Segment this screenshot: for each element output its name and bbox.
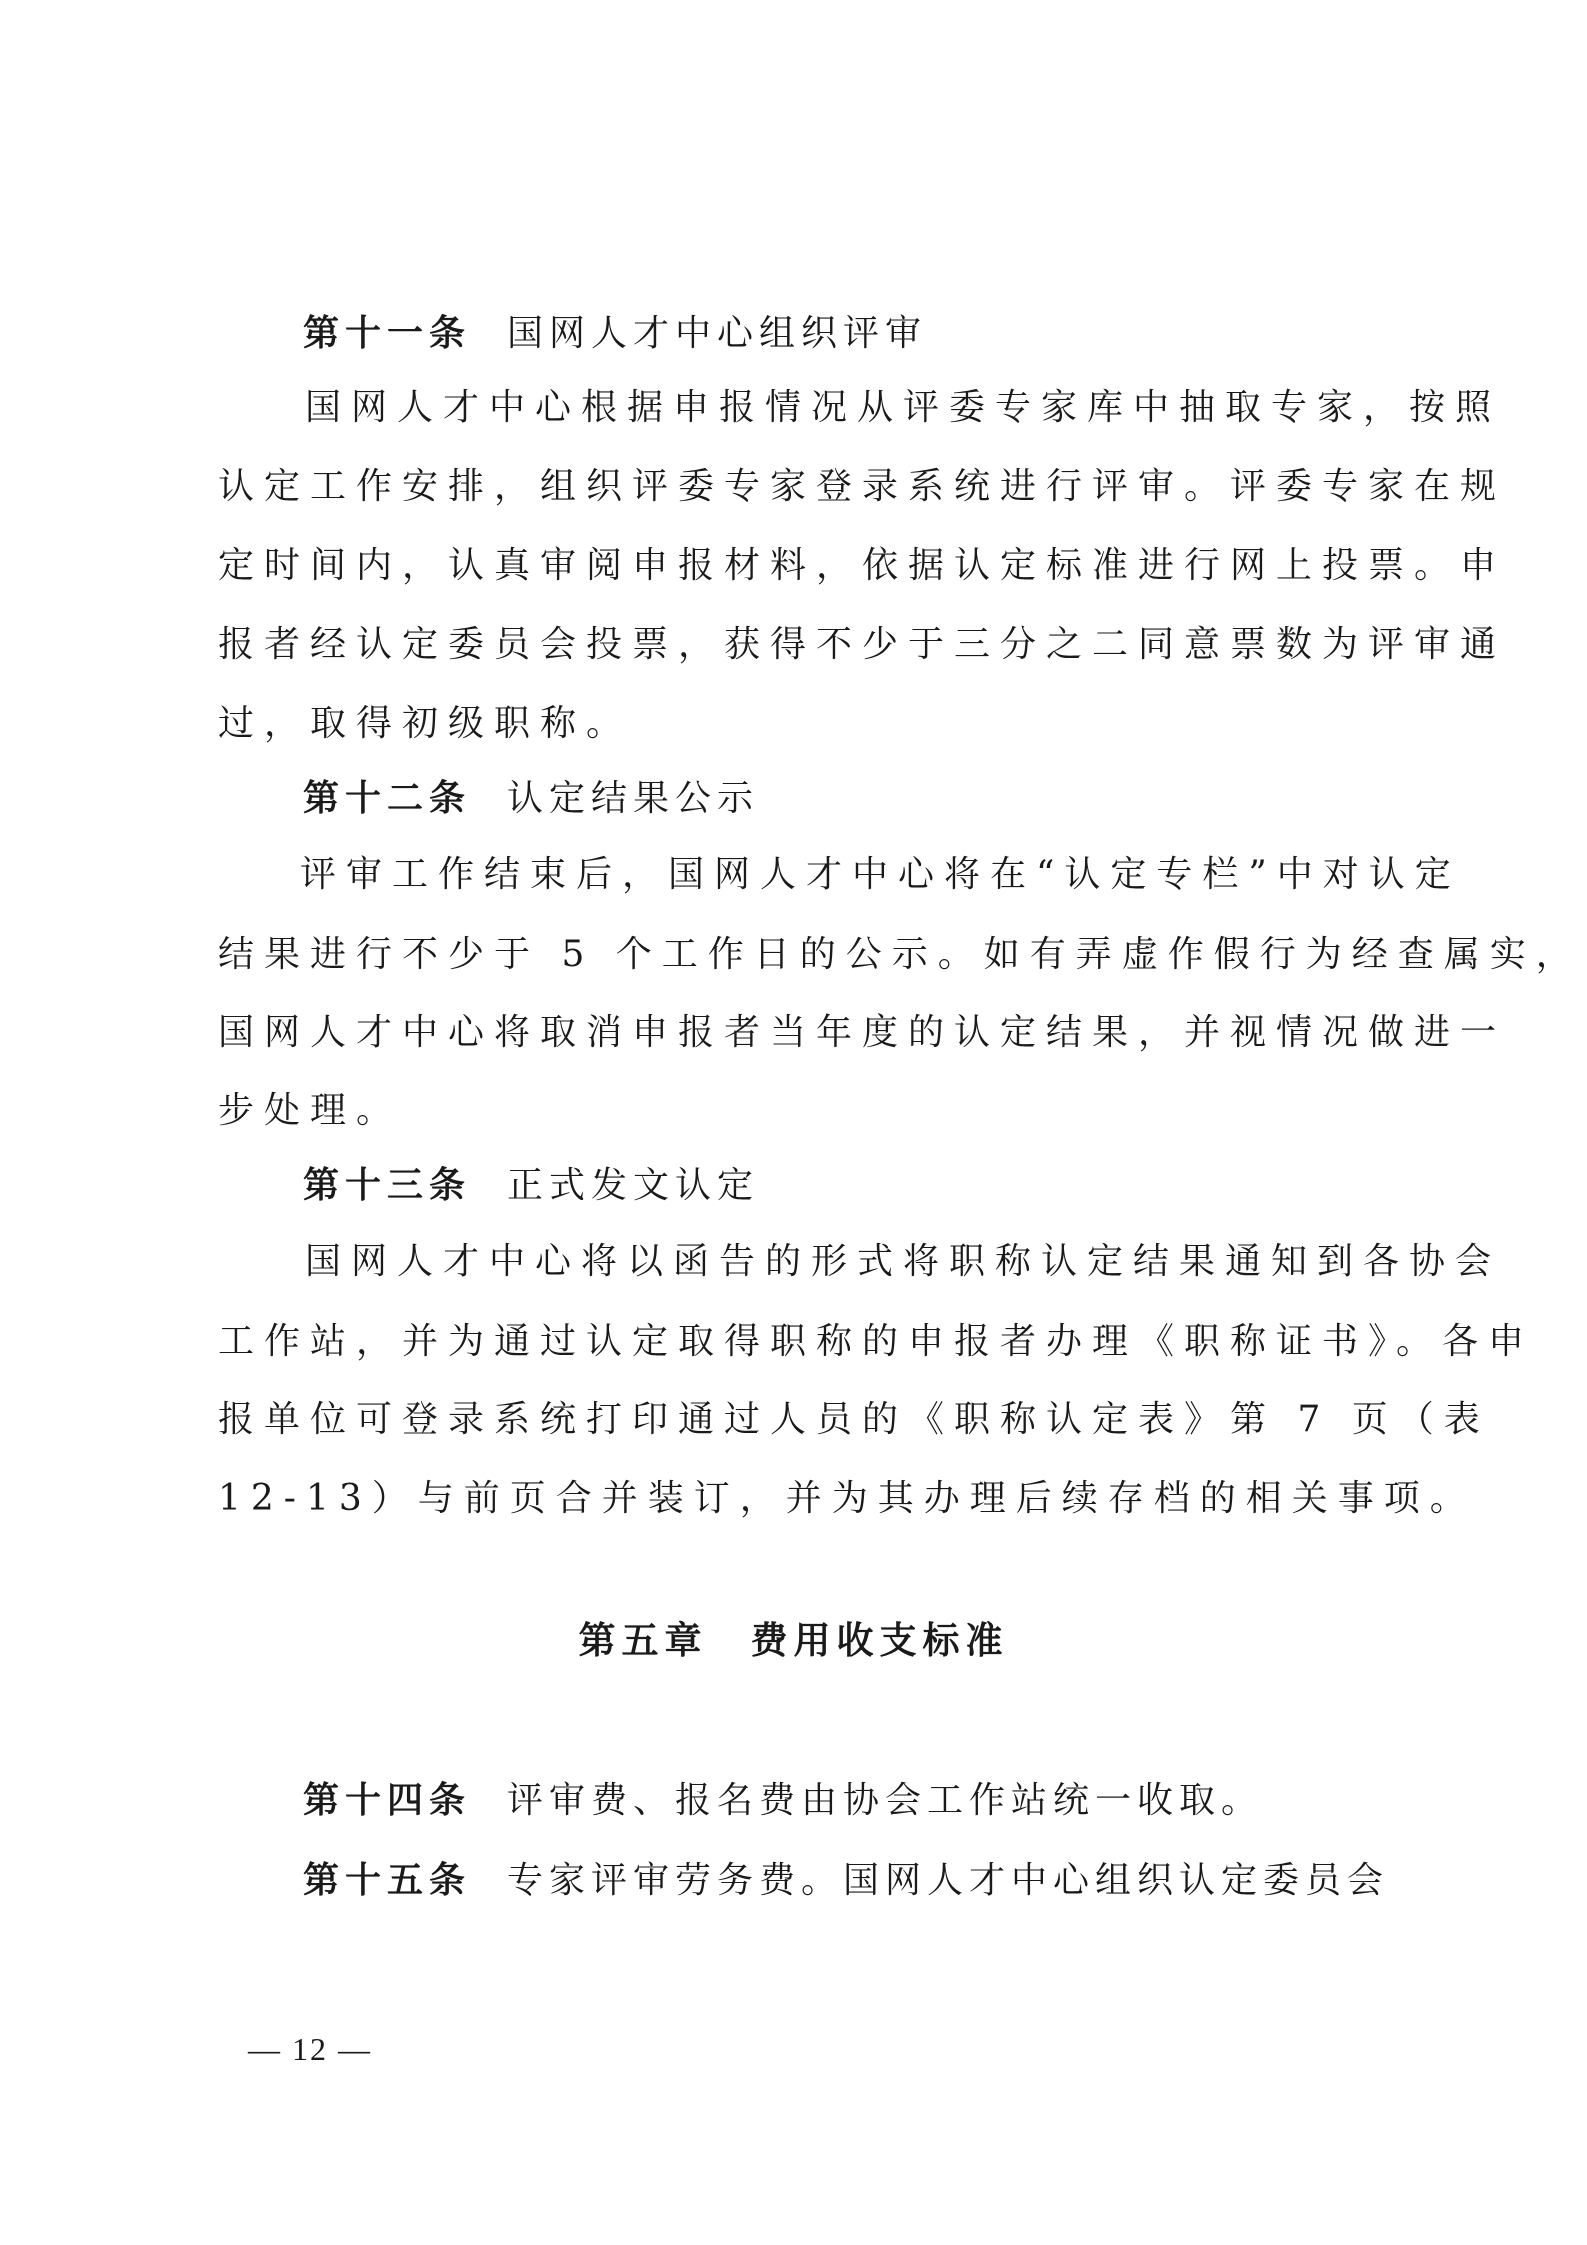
article-13-heading-line [303,1165,760,1206]
article-title: 评审费、报名费由协会工作站统一收取。 [507,1780,1264,1821]
article-title: 正式发文认定 [507,1165,760,1206]
article-title: 国网人才中心组织评审 [507,313,928,354]
article-title: 认定结果公示 [507,778,760,819]
page-number: — 12 — [248,2031,372,2067]
paragraph-line: 报者经认定委员会投票，获得不少于三分之二同意票数为评审通 [218,624,1507,665]
paragraph-line: 国网人才中心将取消申报者当年度的认定结果，并视情况做进一 [218,1012,1507,1053]
article-title: 专家评审劳务费。国网人才中心组织认定委员会 [507,1860,1390,1901]
article-11-heading-line [303,313,928,354]
paragraph-line: 定时间内，认真审阅申报材料，依据认定标准进行网上投票。申 [218,545,1507,586]
article-heading: 第十二条 [303,778,472,819]
paragraph-line: 结果进行不少于 5 个工作日的公示。如有弄虚作假行为经查属实， [218,934,1582,975]
chapter-heading: 第五章 费用收支标准 [578,1619,1009,1662]
paragraph-line: 评审工作结束后，国网人才中心将在“认定专栏”中对认定 [300,854,1461,895]
paragraph-line: 12-13）与前页合并装订，并为其办理后续存档的相关事项。 [218,1478,1476,1519]
paragraph-line: 步处理。 [218,1090,403,1131]
article-heading: 第十四条 [303,1780,472,1821]
paragraph-line: 过，取得初级职称。 [218,703,633,744]
paragraph-line: 国网人才中心将以函告的形式将职称认定结果通知到各协会 [305,1241,1502,1282]
article-heading: 第十三条 [303,1165,472,1206]
paragraph-line: 报单位可登录系统打印通过人员的《职称认定表》第 7 页（表 [218,1399,1490,1440]
article-heading: 第十五条 [303,1860,472,1901]
article-heading: 第十一条 [303,313,472,354]
paragraph-line: 工作站，并为通过认定取得职称的申报者办理《职称证书》。各申 [218,1321,1535,1362]
article-12-heading-line [303,778,760,819]
paragraph-line: 认定工作安排，组织评委专家登录系统进行评审。评委专家在规 [218,466,1507,507]
article-14-line [303,1780,1264,1821]
article-15-line [303,1860,1390,1901]
paragraph-line: 国网人才中心根据申报情况从评委专家库中抽取专家，按照 [305,387,1502,428]
